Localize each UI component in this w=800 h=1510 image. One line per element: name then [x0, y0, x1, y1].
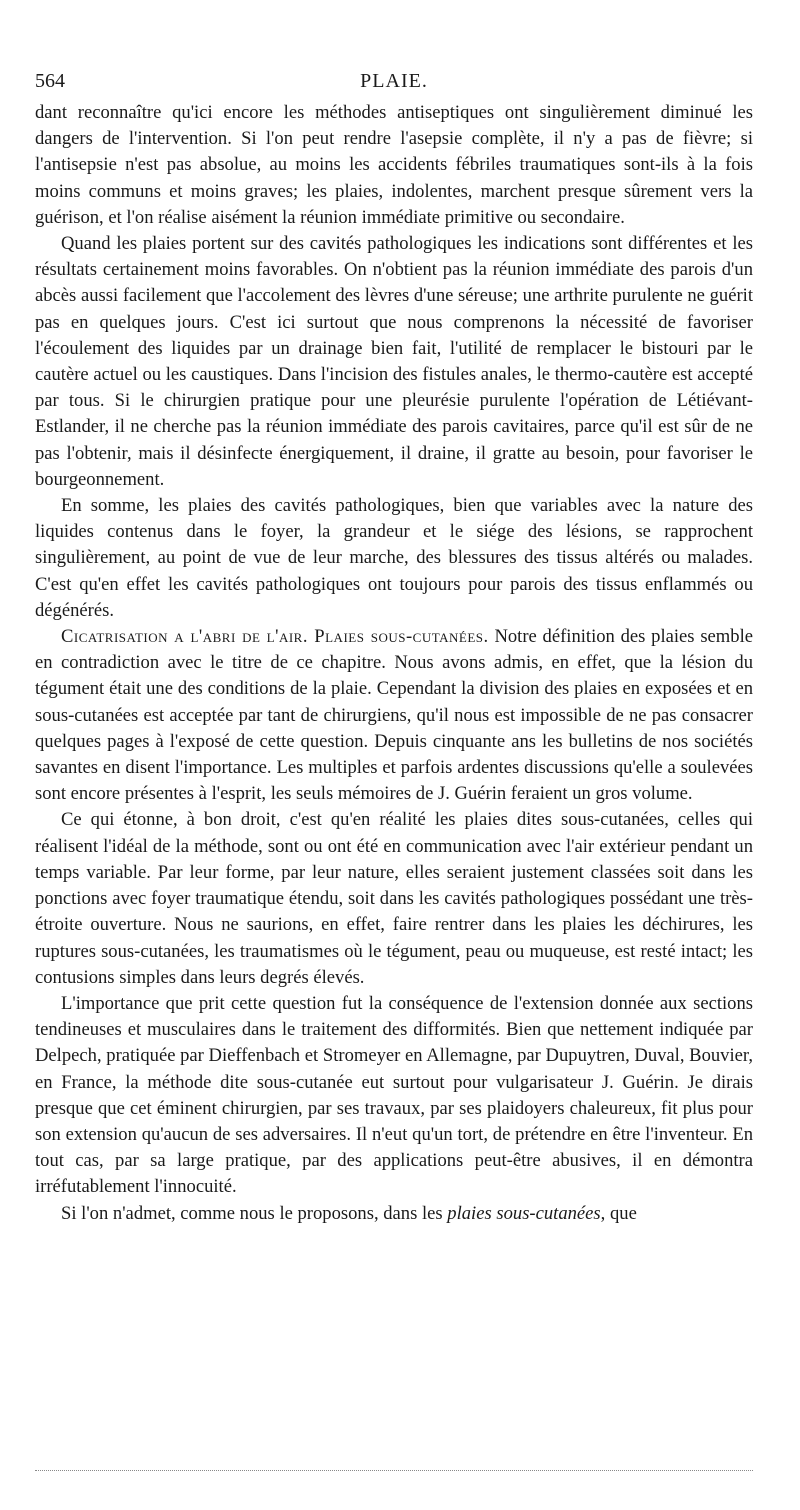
running-head	[35, 70, 753, 100]
paragraph-4-text: Notre définition des plaies semble en contradiction avec le titre de ce chapitre. Nous avons admis, en effet, que la lésion du tégument était une des conditions de la plaie. Cependant la division des plaies en exposées et en sous-cutanées est acceptée par tant de chirurgiens, qu'il nous est impossible de ne pas consacrer quelques pages à l'exposé de cette question. Depuis cinquante ans les bulletins de nos sociétés savantes en disent l'importance. Les multiples et parfois ardentes discussions qu'elle a soulevées sont encore présentes à l'esprit, les seuls mémoires de J. Guérin feraient un gros volume.	[35, 626, 753, 805]
page-number: 564	[35, 70, 65, 92]
section-heading: Cicatrisation a l'abri de l'air. Plaies sous-cutanées.	[61, 626, 489, 648]
italic-term: plaies sous-cutanées	[447, 1202, 601, 1224]
book-page	[35, 70, 753, 1227]
paragraph-3: En somme, les plaies des cavités pathologiques, bien que variables avec la nature des liquides contenus dans le foyer, la grandeur et le siége des lésions, se rapprochent singulièrement, au point de vue de leur marche, des blessures des tissus altérés ou malades. C'est qu'en effet les cavités pathologiques ont toujours pour parois des tissus enflammés ou dégénérés.	[35, 495, 753, 621]
paragraph-4	[35, 624, 753, 807]
paragraph-5: Ce qui étonne, à bon droit, c'est qu'en réalité les plaies dites sous-cutanées, celles qui réalisent l'idéal de la méthode, sont ou ont été en communication avec l'air extérieur pendant un temps variable. Par leur forme, par leur nature, elles seraient justement classées soit dans les ponctions avec foyer traumatique étendu, soit dans les cavités pathologiques possédant une très-étroite ouverture. Nous ne saurions, en effet, faire rentrer dans les plaies les déchirures, les ruptures sous-cutanées, les traumatismes où le tégument, peau ou muqueuse, est resté intact; les contusions simples dans leurs degrés élevés.	[35, 809, 753, 988]
running-title: PLAIE.	[360, 70, 428, 92]
paragraph-7-end: , que	[600, 1202, 637, 1224]
paragraph-7-start: Si l'on n'admet, comme nous le proposons, dans les	[61, 1202, 448, 1224]
body-text	[35, 100, 753, 1227]
paragraph-2: Quand les plaies portent sur des cavités pathologiques les indications sont différentes et les résultats certainement moins favorables. On n'obtient pas la réunion immédiate des parois d'un abcès aussi facilement que l'accolement des lèvres d'une séreuse; une arthrite purulente ne guérit pas en quelques jours. C'est ici surtout que nous comprenons la nécessité de favoriser l'écoulement des liquides par un drainage bien fait, l'utilité de remplacer le bistouri par le cautère actuel ou les caustiques. Dans l'incision des fistules anales, le thermo-cautère est accepté par tous. Si le chirurgien pratique pour une pleurésie purulente l'opération de Létiévant-Estlander, il ne cherche pas la réunion immédiate des parois cavitaires, parce qu'il est sûr de ne pas l'obtenir, mais il désinfecte énergiquement, il draine, il gratte au besoin, pour favoriser le bourgeonnement.	[35, 233, 753, 490]
paragraph-7	[35, 1201, 753, 1227]
paragraph-6: L'importance que prit cette question fut la conséquence de l'extension donnée aux sections tendineuses et musculaires dans le traitement des difformités. Bien que nettement indiquée par Delpech, pratiquée par Dieffenbach et Stromeyer en Allemagne, par Dupuytren, Duval, Bouvier, en France, la méthode dite sous-cutanée eut surtout pour vulgarisateur J. Guérin. Je dirais presque que cet éminent chirurgien, par ses travaux, par ses plaidoyers chaleureux, fit plus pour son extension qu'aucun de ses adversaires. Il n'eut qu'un tort, de prétendre en être l'inventeur. En tout cas, par sa large pratique, par des applications peut-être abusives, il en démontra irréfutablement l'innocuité.	[35, 992, 753, 1198]
footer-dotted-rule	[35, 1470, 753, 1471]
paragraph-1: dant reconnaître qu'ici encore les méthodes antiseptiques ont singulièrement diminué les dangers de l'intervention. Si l'on peut rendre l'asepsie complète, il n'y a pas de fièvre; si l'antisepsie n'est pas absolue, au moins les accidents fébriles traumatiques sont-ils à la fois moins communs et moins graves; les plaies, indolentes, marchent presque sûrement vers la guérison, et l'on réalise aisément la réunion immédiate primitive ou secondaire.	[35, 102, 753, 228]
